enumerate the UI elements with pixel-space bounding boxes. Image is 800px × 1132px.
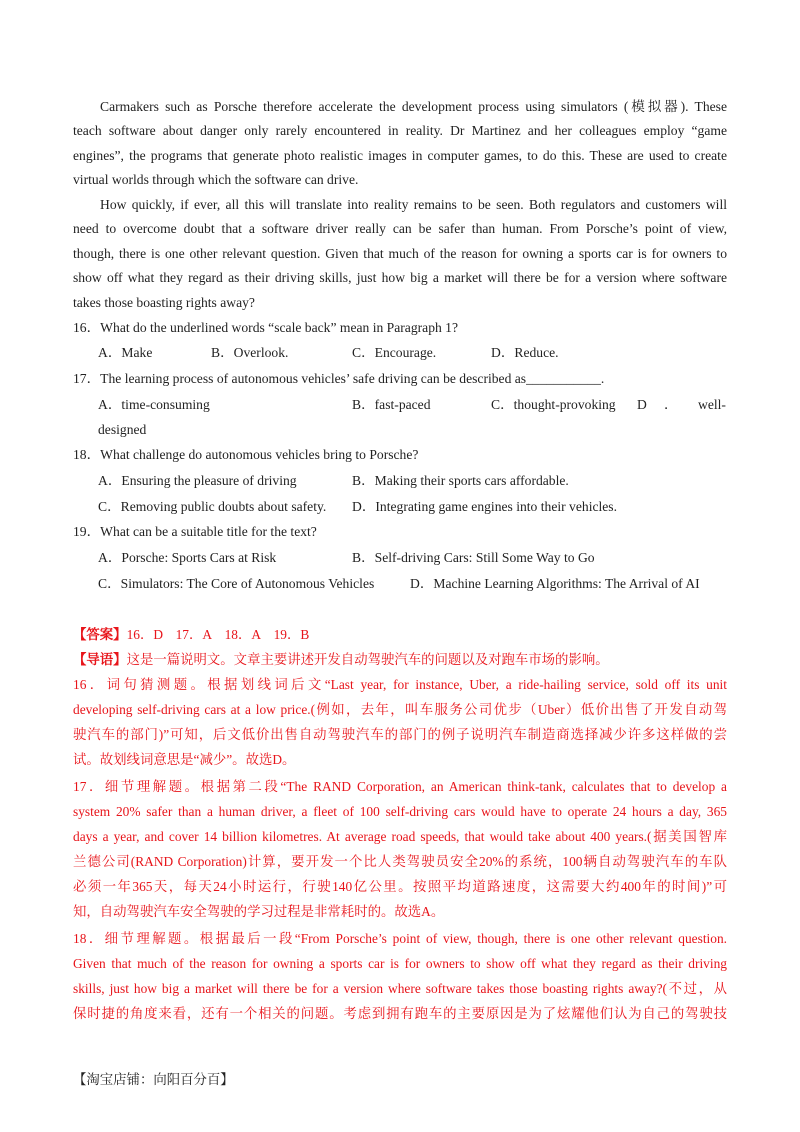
guide [73,647,727,672]
answer-17: 17．A [175,627,213,642]
passage-p2-line: takes those boasting rights away? [73,295,255,310]
passage-p1-line: teach software about danger only rarely encountered in reality. Dr Martinez and her colleagues employ “game [73,123,727,138]
explanation-18-line: Given that much of the reason for owning a sports car is for owners to show off what they regard as their driving [73,956,727,971]
answer-18: 18．A [224,627,262,642]
q18-option-d: D．Integrating game engines into their vehicles. [352,499,617,514]
explanation-16-line: 16．词句猜测题。根据划线词后文“Last year, for instance, Uber, a ride-hailing service, sold off its unit [73,677,727,692]
q18-option-b: B．Making their sports cars affordable. [352,473,569,488]
explanation-16-line: 试。故划线词意思是“减少”。故选D。 [73,752,296,767]
explanation-17-line: system 20% safer than a human driver, a fleet of 100 self-driving cars would have to operate 24 hours a day, 365 [73,804,727,819]
q17-option-d-text-cont: designed [98,422,147,437]
passage-p1-line: virtual worlds through which the software can drive. [73,172,359,187]
question-19-stem: 19．What can be a suitable title for the text? [73,524,317,539]
q18-option-c: C．Removing public doubts about safety. [98,499,327,514]
question-16-stem: 16．What do the underlined words “scale back” mean in Paragraph 1? [73,320,459,335]
q17-option-d-letter: D [637,397,647,412]
footer-shop-label: 【淘宝店铺：向阳百分百】 [73,1072,234,1087]
explanation-17-line: 必须一年365天，每天24小时运行，行驶140亿公里。按照平均道路速度，这需要大约400年的时间)”可 [73,879,727,894]
answer-key-label: 【答案】 [73,627,127,642]
question-18-stem: 18．What challenge do autonomous vehicles bring to Porsche? [73,447,419,462]
passage-p1-line: engines”, the programs that generate photo realistic images in computer games, to do this. These are used to create [73,148,727,163]
q16-option-c: C．Encourage. [352,345,437,360]
q17-option-d-dot: ． [664,397,678,412]
passage-p1-line: Carmakers such as Porsche therefore accelerate the development process using simulators (模拟器). These [100,99,727,114]
answer-key [73,622,727,647]
q18-option-a: A．Ensuring the pleasure of driving [98,473,297,488]
q17-option-a: A．time-consuming [98,397,210,412]
explanation-17-line: 兰德公司(RAND Corporation)计算，要开发一个比人类驾驶员安全20%的系统，100辆自动驾驶汽车的车队 [73,854,727,869]
explanation-18-line: skills, just how big a market will there be for a version where software takes those boasting rights away?(不过，从 [73,981,727,996]
answer-19: 19．B [273,627,310,642]
q17-option-d-text: well- [698,397,726,412]
explanation-17-line: days a year, and cover 14 billion kilometres. At average road speeds, that would take about 400 years.(据美国智库 [73,829,727,844]
explanation-17-line: 17．细节理解题。根据第二段“The RAND Corporation, an American think-tank, calculates that to develop a [73,779,727,794]
q19-option-c: C．Simulators: The Core of Autonomous Vehicles [98,576,375,591]
passage-p2-line: need to overcome doubt that a software driver really can be safer than human. From Porsche’s point of view, [73,221,727,236]
passage-p2-line: How quickly, if ever, all this will translate into reality remains to be seen. Both regulators and customers will [100,197,727,212]
explanation-16-line: 驶汽车的部门)”可知，后文低价出售自动驾驶汽车的部门的例子说明汽车制造商选择减少许多这样做的尝 [73,727,727,742]
explanation-18-line: 保时捷的角度来看，还有一个相关的问题。考虑到拥有跑车的主要原因是为了炫耀他们认为自己的驾驶技 [73,1006,727,1021]
q16-option-d: D．Reduce. [491,345,559,360]
question-17-stem: 17．The learning process of autonomous vehicles’ safe driving can be described as___________. [73,371,605,386]
q16-option-a: A．Make [98,345,153,360]
explanation-16-line: developing self-driving cars at a low price.(例如，去年，叫车服务公司优步（Uber）低价出售了开发自动驾 [73,702,727,717]
guide-text: 这是一篇说明文。文章主要讲述开发自动驾驶汽车的问题以及对跑车市场的影响。 [126,652,609,667]
guide-label: 【导语】 [73,652,127,667]
q17-option-b: B．fast-paced [352,397,431,412]
explanation-18-line: 18．细节理解题。根据最后一段“From Porsche’s point of view, though, there is one other relevant question. [73,931,727,946]
q17-option-c: C．thought-provoking [491,397,616,412]
passage-p2-line: though, there is one other relevant question. Given that much of the reason for owning a sports car is for owners to [73,246,727,261]
passage-p2-line: show off what they regard as their driving skills, just how big a market will there be for a version where software [73,270,727,285]
q19-option-d: D．Machine Learning Algorithms: The Arrival of AI [410,576,700,591]
explanation-17-line: 知，自动驾驶汽车安全驾驶的学习过程是非常耗时的。故选A。 [73,904,445,919]
answer-16: 16．D [126,627,164,642]
q19-option-b: B．Self-driving Cars: Still Some Way to Go [352,550,595,565]
q16-option-b: B．Overlook. [211,345,289,360]
q19-option-a: A．Porsche: Sports Cars at Risk [98,550,277,565]
